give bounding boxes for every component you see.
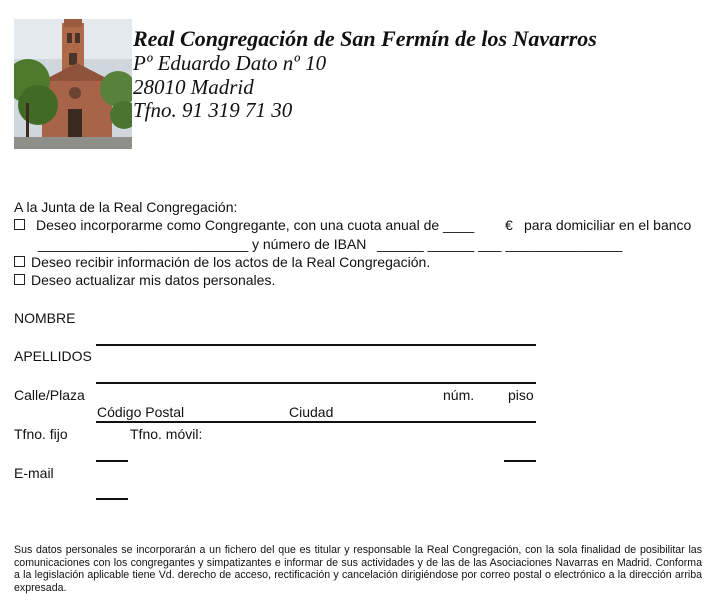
iban-blanks[interactable]: ______ ______ ___ _______________ <box>377 236 623 252</box>
privacy-notice: Sus datos personales se incorporarán a un fichero del que es titular y responsable la Real Congregación, con la sola finalidad de posibilitar las comunicaciones con los congregantes y simpatizantes e informar de sus actividades y de las de las Asociaciones Navarras en Madrid. Conforma a la legislación aplicable tiene Vd. derecho de acceso, rectificación y cancelación dirigiéndose por correo postal o electrónico a la dirección arriba expresada. <box>14 544 702 594</box>
option-congregante-text: Deseo incorporarme como Congregante, con una cuota anual de ____ <box>36 217 475 233</box>
church-image <box>14 19 132 149</box>
checkbox-congregante[interactable] <box>14 219 25 230</box>
email-label: E-mail <box>14 465 54 481</box>
nombre-line[interactable] <box>96 344 536 346</box>
option-actualizar-text: Deseo actualizar mis datos personales. <box>31 272 276 288</box>
email-line[interactable] <box>96 498 128 500</box>
option-informacion[interactable] <box>14 254 430 271</box>
option-informacion-text: Deseo recibir información de los actos de la Real Congregación. <box>31 254 431 270</box>
address-street: Pº Eduardo Dato nº 10 <box>133 51 327 75</box>
nombre-label: NOMBRE <box>14 310 76 326</box>
apellidos-line[interactable] <box>96 382 536 384</box>
address-city: 28010 Madrid <box>133 75 254 99</box>
tfno-fijo-line[interactable] <box>96 460 128 462</box>
iban-label: y número de IBAN <box>252 236 367 252</box>
church-photo <box>14 19 132 149</box>
codigo-postal-label: Código Postal <box>97 404 185 420</box>
intro-text: A la Junta de la Real Congregación: <box>14 199 238 215</box>
checkbox-informacion[interactable] <box>14 256 25 267</box>
option-congregante[interactable] <box>14 217 474 234</box>
checkbox-actualizar[interactable] <box>14 274 25 285</box>
calle-line[interactable] <box>96 421 536 423</box>
option-actualizar[interactable] <box>14 272 275 289</box>
organization-title: Real Congregación de San Fermín de los Navarros <box>133 26 597 51</box>
ciudad-label: Ciudad <box>289 404 334 420</box>
option-congregante-bank-text: para domiciliar en el banco <box>524 217 692 233</box>
tfno-fijo-label: Tfno. fijo <box>14 426 68 442</box>
header-phone: Tfno. 91 319 71 30 <box>133 98 293 122</box>
bank-blank[interactable]: ___________________________ <box>38 236 249 252</box>
apellidos-label: APELLIDOS <box>14 348 92 364</box>
tfno-movil-line[interactable] <box>504 460 536 462</box>
tfno-movil-label: Tfno. móvil: <box>130 426 203 442</box>
num-label: núm. <box>443 387 475 403</box>
piso-label: piso <box>508 387 534 403</box>
euro-symbol: € <box>505 217 513 233</box>
calle-label: Calle/Plaza <box>14 387 85 403</box>
